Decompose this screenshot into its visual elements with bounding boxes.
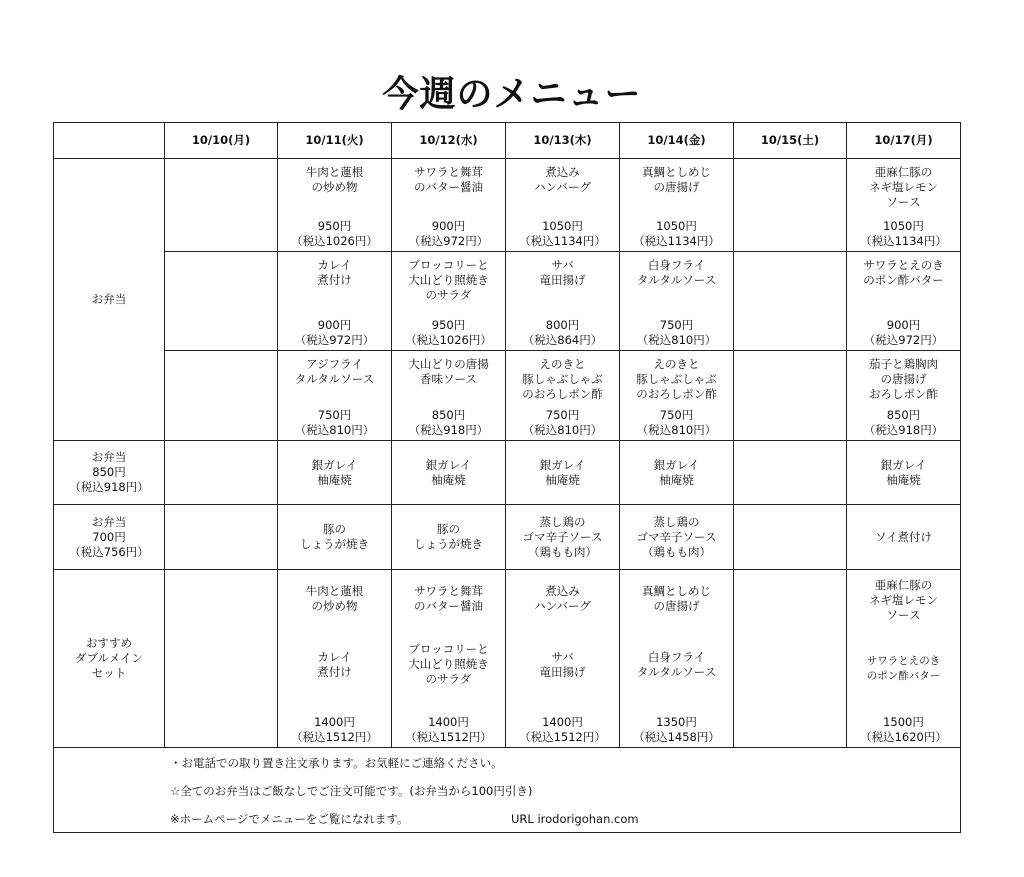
price: 1400円 <box>314 715 355 729</box>
menu-cell <box>506 252 620 351</box>
dish-name: 牛肉と蓮根 の炒め物 <box>305 165 364 194</box>
menu-cell <box>620 252 734 351</box>
menu-cell <box>847 252 961 351</box>
menu-cell <box>847 570 961 748</box>
price-tax: （税込1620円） <box>860 730 947 744</box>
price-tax: （税込1026円） <box>405 333 492 347</box>
price-tax: （税込1134円） <box>860 234 947 248</box>
price: 850円 <box>431 408 466 422</box>
price-tax: （税込1512円） <box>519 730 606 744</box>
price-tax: （税込810円） <box>522 423 603 437</box>
dish-name: 亜麻仁豚の ネギ塩レモン ソース <box>869 165 938 209</box>
menu-cell <box>506 505 620 570</box>
menu-cell <box>392 441 506 505</box>
menu-table <box>53 122 961 833</box>
note-homepage: ※ホームページでメニューをご覧になれます。 <box>170 812 409 826</box>
price-tax: （税込1512円） <box>405 730 492 744</box>
menu-cell-empty <box>165 351 278 441</box>
menu-cell-empty <box>165 505 278 570</box>
price-tax: （税込810円） <box>294 423 375 437</box>
menu-cell-empty <box>165 441 278 505</box>
row-label-double-main: おすすめ ダブルメイン セット <box>54 570 165 748</box>
price: 800円 <box>545 318 580 332</box>
price: 750円 <box>317 408 352 422</box>
menu-cell <box>278 351 392 441</box>
dish-name: えのきと 豚しゃぶしゃぶ のおろしポン酢 <box>636 357 717 401</box>
dish-name: 茄子と鶏胸肉 の唐揚げ おろしポン酢 <box>869 357 938 401</box>
price-tax: （税込1512円） <box>291 730 378 744</box>
dish-name: サバ 竜田揚げ <box>539 258 586 287</box>
menu-cell-empty <box>165 252 278 351</box>
price: 900円 <box>886 318 921 332</box>
menu-cell <box>847 159 961 252</box>
menu-cell <box>392 351 506 441</box>
menu-cell-empty <box>734 441 847 505</box>
dish-name: 銀ガレイ 柚庵焼 <box>539 458 586 487</box>
menu-cell <box>392 505 506 570</box>
menu-cell-empty <box>734 252 847 351</box>
price: 950円 <box>431 318 466 332</box>
dish-name: 真鯛としめじ の唐揚げ <box>642 165 711 194</box>
note-no-rice: ☆全てのお弁当はご飯なしでご注文可能です。(お弁当から100円引き) <box>170 784 533 798</box>
menu-cell-empty <box>734 505 847 570</box>
menu-cell <box>506 351 620 441</box>
menu-cell-empty <box>734 159 847 252</box>
dish-name-b: 白身フライ タルタルソース <box>636 649 717 679</box>
bento-row-1 <box>54 159 961 252</box>
menu-cell <box>506 159 620 252</box>
day-header: 10/14(金) <box>620 123 734 159</box>
price-tax: （税込918円） <box>408 423 489 437</box>
price: 900円 <box>317 318 352 332</box>
dish-name-a: 真鯛としめじ の唐揚げ <box>642 584 711 613</box>
dish-name: 煮込み ハンバーグ <box>534 165 591 194</box>
price: 1400円 <box>428 715 469 729</box>
day-header: 10/12(水) <box>392 123 506 159</box>
dish-name: ブロッコリーと 大山どり照焼き のサラダ <box>408 258 489 302</box>
dish-name: 大山どりの唐揚 香味ソース <box>408 357 489 386</box>
dish-name: 白身フライ タルタルソース <box>636 258 717 287</box>
price-tax: （税込1134円） <box>633 234 720 248</box>
menu-cell <box>392 570 506 748</box>
price-tax: （税込918円） <box>863 423 944 437</box>
day-header: 10/10(月) <box>165 123 278 159</box>
day-header: 10/13(木) <box>506 123 620 159</box>
dish-name: カレイ 煮付け <box>317 258 352 287</box>
menu-cell <box>620 159 734 252</box>
price-tax: （税込1026円） <box>291 234 378 248</box>
menu-cell-empty <box>734 570 847 748</box>
price-tax: （税込1458円） <box>633 730 720 744</box>
menu-cell <box>620 505 734 570</box>
dish-name: 豚の しょうが焼き <box>300 522 369 551</box>
menu-cell <box>392 252 506 351</box>
dish-name: えのきと 豚しゃぶしゃぶ のおろしポン酢 <box>522 357 603 401</box>
menu-cell <box>165 159 278 252</box>
dish-name-b: サバ 竜田揚げ <box>539 649 586 679</box>
dish-name-a: サワラと舞茸 のバター醤油 <box>414 584 483 613</box>
price-tax: （税込1134円） <box>519 234 606 248</box>
dish-name: サワラと舞茸 のバター醤油 <box>414 165 483 194</box>
notes-row <box>54 748 961 833</box>
price-tax: （税込972円） <box>863 333 944 347</box>
dish-name: アジフライ タルタルソース <box>294 357 375 386</box>
bento-row-3 <box>54 351 961 441</box>
dish-name: 銀ガレイ 柚庵焼 <box>880 458 927 487</box>
menu-cell <box>392 159 506 252</box>
price-tax: （税込972円） <box>408 234 489 248</box>
day-header: 10/17(月) <box>847 123 961 159</box>
row-label-bento: お弁当 <box>54 159 165 441</box>
price-tax: （税込810円） <box>636 423 717 437</box>
menu-cell <box>278 570 392 748</box>
dish-name: 豚の しょうが焼き <box>414 522 483 551</box>
menu-cell <box>620 570 734 748</box>
price: 750円 <box>545 408 580 422</box>
menu-cell <box>506 570 620 748</box>
dish-name-b: カレイ 煮付け <box>317 649 352 679</box>
menu-cell <box>278 252 392 351</box>
price: 850円 <box>886 408 921 422</box>
double-main-row <box>54 570 961 748</box>
price: 750円 <box>659 318 694 332</box>
menu-cell <box>278 505 392 570</box>
notes-cell <box>54 748 961 833</box>
day-header: 10/15(土) <box>734 123 847 159</box>
dish-name-b: ブロッコリーと 大山どり照焼き のサラダ <box>408 642 489 686</box>
price-tax: （税込810円） <box>636 333 717 347</box>
dish-name-a: 牛肉と蓮根 の炒め物 <box>305 584 364 613</box>
price: 1050円 <box>883 219 924 233</box>
menu-cell <box>506 441 620 505</box>
dish-name-b: サワラとえのき のポン酢バター <box>866 655 941 682</box>
menu-cell <box>847 441 961 505</box>
price-tax: （税込864円） <box>522 333 603 347</box>
corner-cell <box>54 123 165 159</box>
price: 750円 <box>659 408 694 422</box>
row-label-bento700: お弁当 700円 （税込756円） <box>54 505 165 570</box>
price: 1400円 <box>542 715 583 729</box>
menu-cell <box>847 505 961 570</box>
price: 900円 <box>431 219 466 233</box>
header-row <box>54 123 961 159</box>
price: 1050円 <box>656 219 697 233</box>
bento-row-2 <box>54 252 961 351</box>
dish-name: ソイ煮付け <box>875 529 932 544</box>
dish-name: 銀ガレイ 柚庵焼 <box>653 458 700 487</box>
dish-name: サワラとえのき のポン酢バター <box>863 258 944 287</box>
dish-name-a: 亜麻仁豚の ネギ塩レモン ソース <box>869 578 938 622</box>
note-phone-order: ・お電話での取り置き注文承ります。お気軽にご連絡ください。 <box>170 756 503 770</box>
dish-name: 蒸し鶏の ゴマ辛子ソース （鶏もも肉） <box>522 514 603 559</box>
day-header: 10/11(火) <box>278 123 392 159</box>
row-label-bento850: お弁当 850円 （税込918円） <box>54 441 165 505</box>
menu-cell <box>620 441 734 505</box>
menu-cell <box>278 441 392 505</box>
dish-name: 蒸し鶏の ゴマ辛子ソース （鶏もも肉） <box>636 514 717 559</box>
dish-name: 銀ガレイ 柚庵焼 <box>311 458 358 487</box>
price: 950円 <box>317 219 352 233</box>
price: 1500円 <box>883 715 924 729</box>
dish-name-a: 煮込み ハンバーグ <box>534 584 591 613</box>
menu-cell <box>278 159 392 252</box>
website-url: URL irodorigohan.com <box>511 812 639 826</box>
price: 1350円 <box>656 715 697 729</box>
dish-name: 銀ガレイ 柚庵焼 <box>425 458 472 487</box>
menu-cell <box>620 351 734 441</box>
page-title: 今週のメニュー <box>382 74 642 115</box>
menu-cell-empty <box>165 570 278 748</box>
bento700-row <box>54 505 961 570</box>
menu-cell <box>847 351 961 441</box>
bento850-row <box>54 441 961 505</box>
price-tax: （税込972円） <box>294 333 375 347</box>
price: 1050円 <box>542 219 583 233</box>
menu-cell-empty <box>734 351 847 441</box>
